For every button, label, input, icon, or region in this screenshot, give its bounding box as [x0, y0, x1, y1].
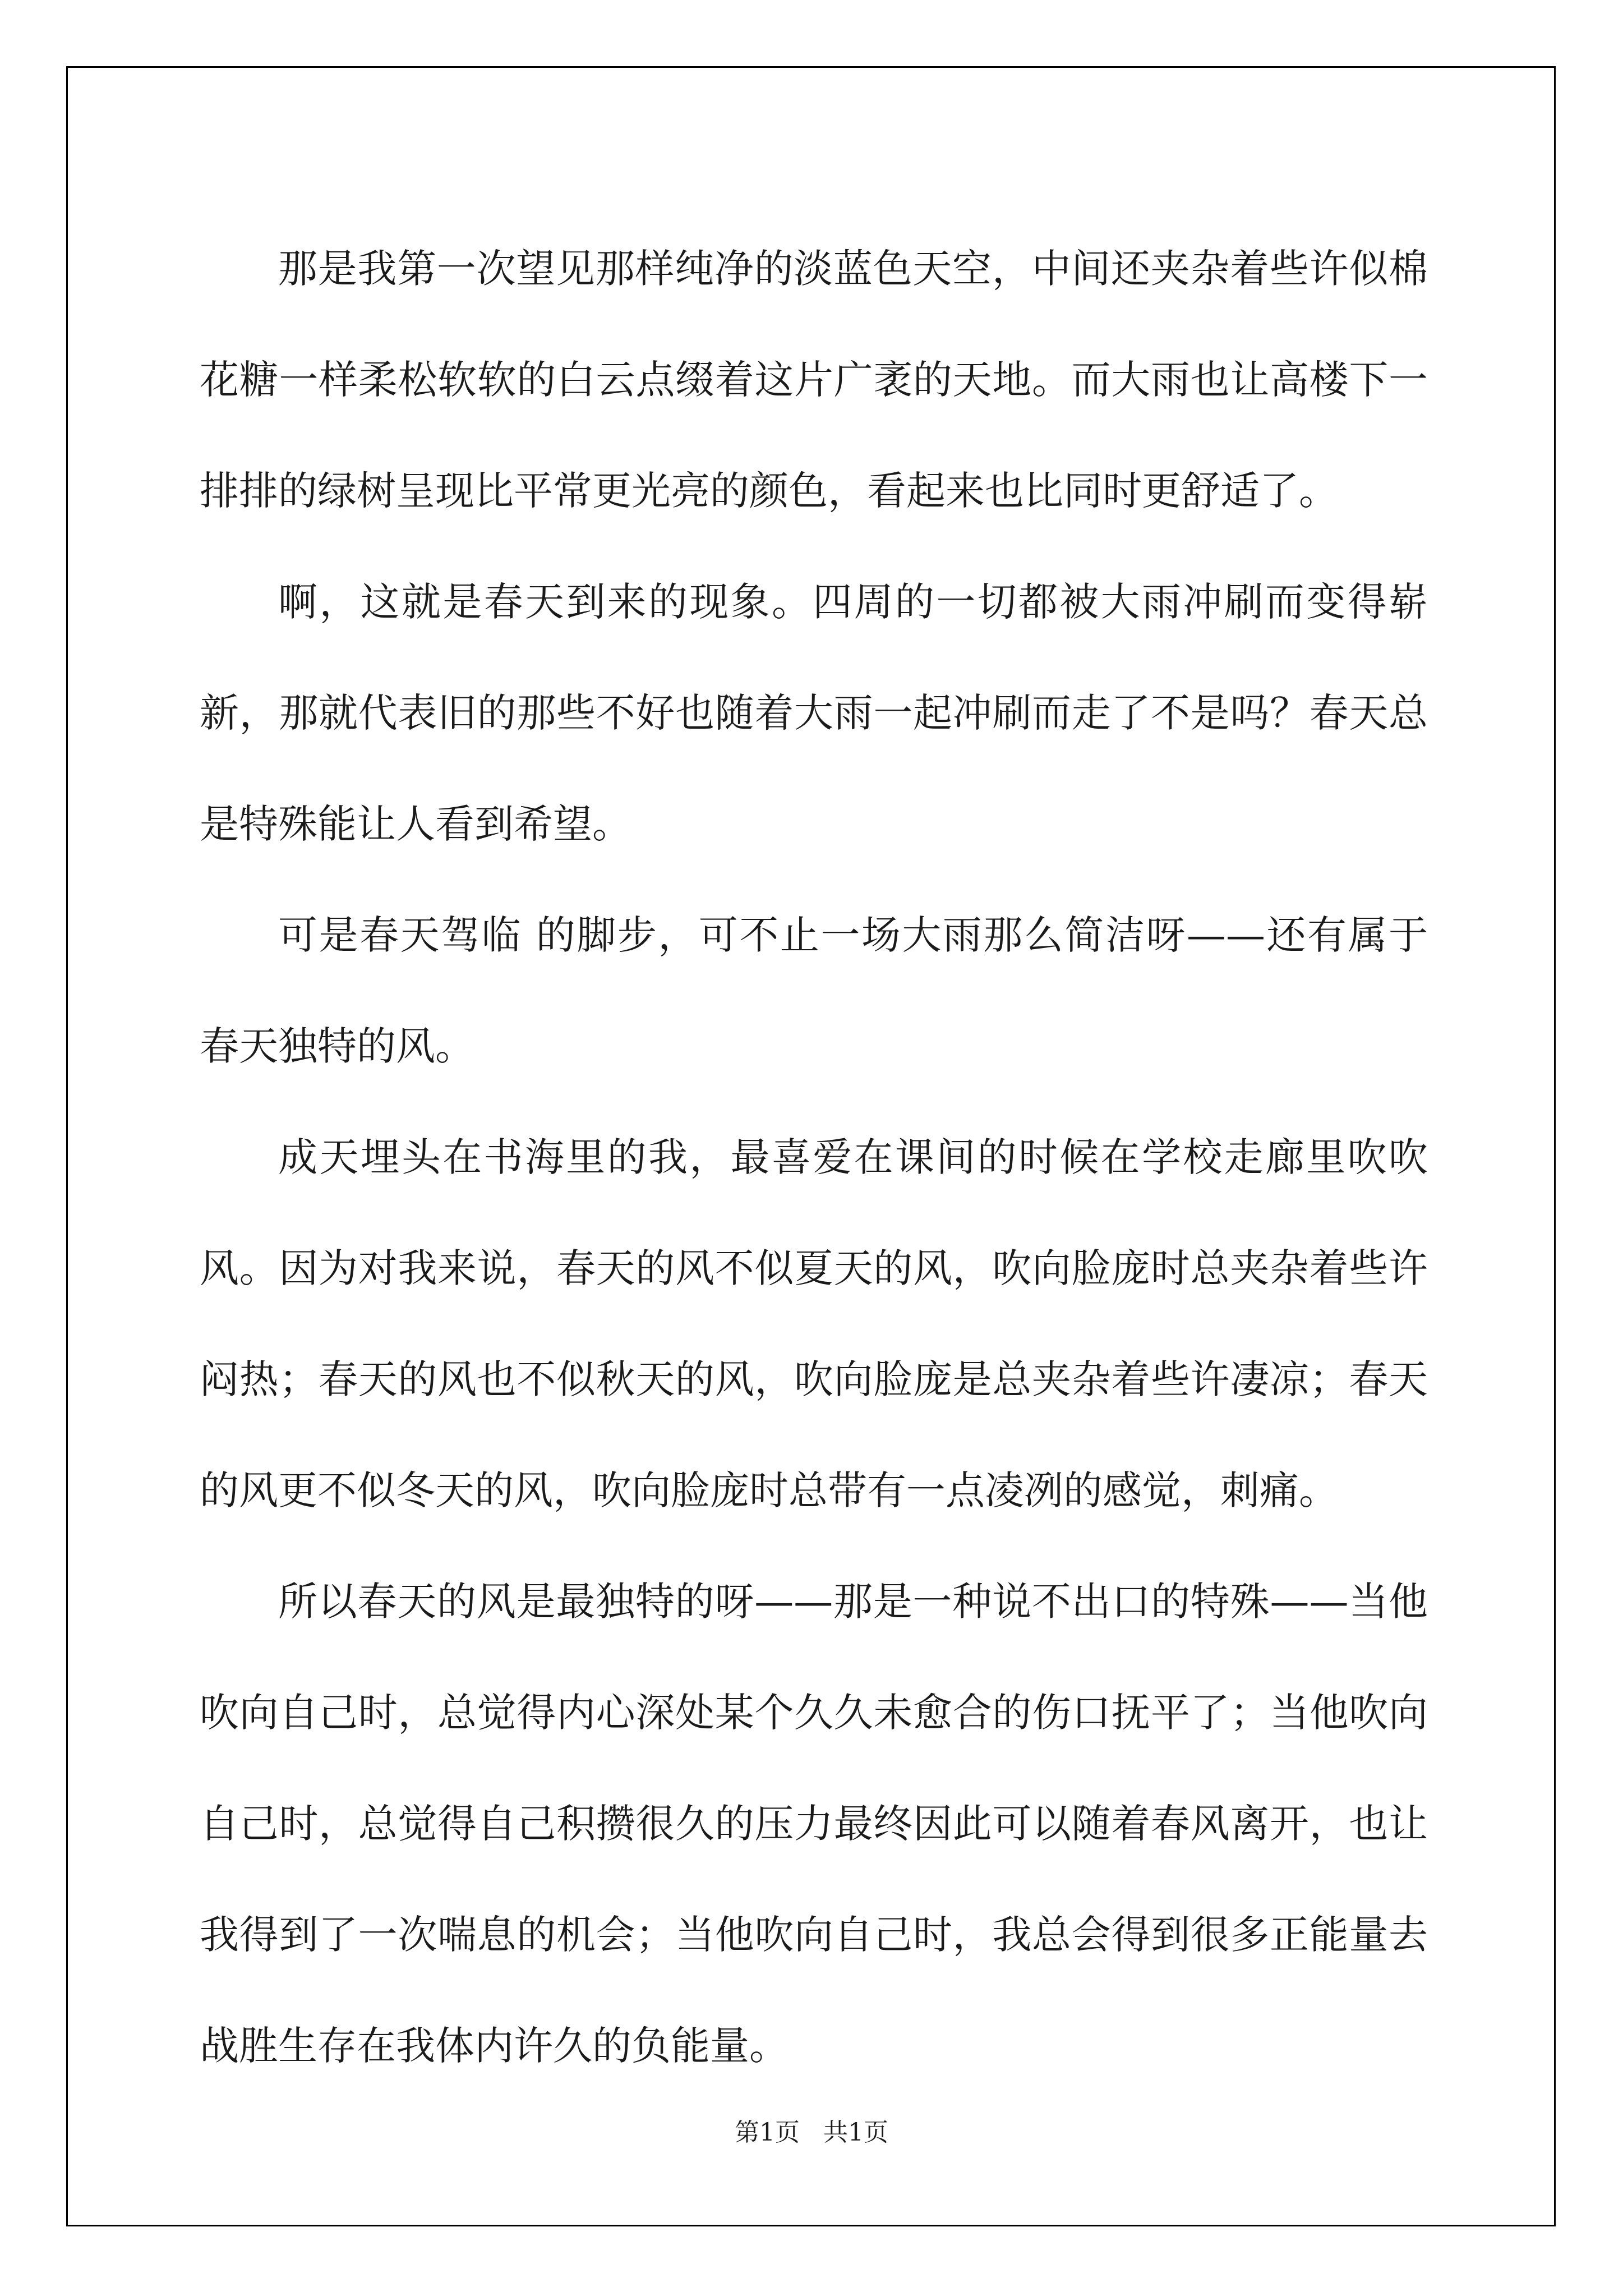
paragraph-1: 那是我第一次望见那样纯净的淡蓝色天空，中间还夹杂着些许似棉花糖一样柔松软软的白云点缀着这片广袤的天地。而大雨也让高楼下一排排的绿树呈现比平常更光亮的颜色，看起来也比同时更舒适了。 [200, 246, 1428, 514]
paragraph-4: 成天埋头在书海里的我，最喜爱在课间的时候在学校走廊里吹吹风。因为对我来说，春天的风不似夏天的风，吹向脸庞时总夹杂着些许闷热；春天的风也不似秋天的风，吹向脸庞是总夹杂着些许凄凉；春天的风更不似冬天的风，吹向脸庞时总带有一点凌冽的感觉，刺痛。 [200, 1134, 1428, 1513]
paragraph-2: 啊，这就是春天到来的现象。四周的一切都被大雨冲刷而变得崭新，那就代表旧的那些不好也随着大雨一起冲刷而走了不是吗？春天总是特殊能让人看到希望。 [200, 579, 1428, 847]
paragraph-5: 所以春天的风是最独特的呀——那是一种说不出口的特殊——当他吹向自己时，总觉得内心深处某个久久未愈合的伤口抚平了；当他吹向自己时，总觉得自己积攒很久的压力最终因此可以随着春风离开，也让我得到了一次喘息的机会；当他吹向自己时，我总会得到很多正能量去战胜生存在我体内许久的负能量。 [200, 1579, 1428, 2069]
page-number: 第1页 共1页 [735, 2118, 888, 2147]
paragraph-3: 可是春天驾临 的脚步，可不止一场大雨那么简洁呀——还有属于春天独特的风。 [200, 912, 1428, 1069]
document-body [200, 213, 1428, 2101]
